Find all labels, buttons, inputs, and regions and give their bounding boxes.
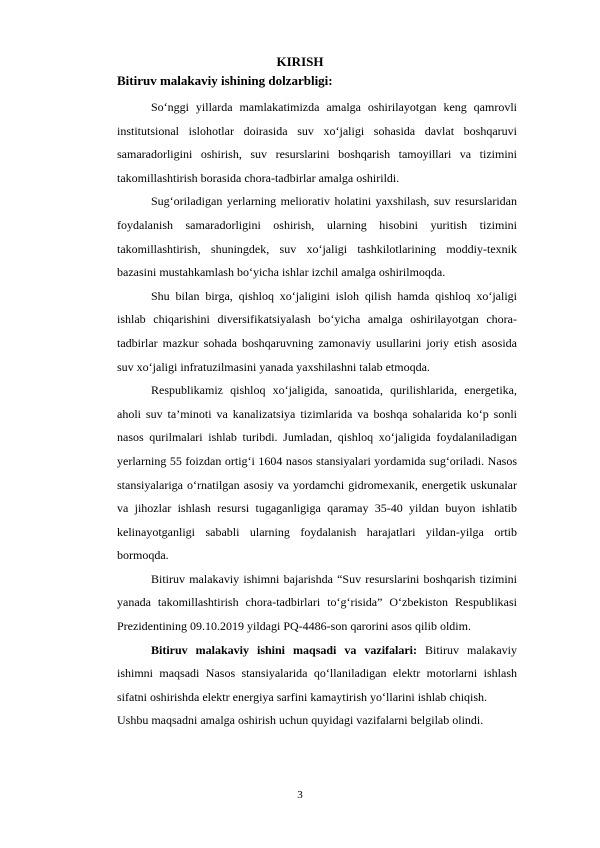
page-number: 3 <box>297 789 303 801</box>
paragraph: Respublikamiz qishloq xo‘jaligida, sanoatida, qurilishlarida, energetika, aholi suv ta’minoti va kanalizatsiya tizimlarida va boshqa sohalarida ko‘p sonli nasos qurilmalari ishlab turibdi. Jumladan, qishloq xo‘jaligida foydalaniladigan yerlarning 55 foizdan ortig‘i 1604 nasos stansiyalari yordamida sug‘oriladi. Nasos stansiyalariga o‘rnatilgan asosiy va yordamchi gidromexanik, energetik uskunalar va jihozlar ishlash resursi tugaganligiga qaramay 35-40 yildan buyon ishlatib kelinayotganligi sababli ularning foydalanish harajatlari yildan-yilga ortib bormoqda. <box>117 383 517 563</box>
body-text <box>117 96 517 733</box>
paragraph: Shu bilan birga, qishloq xo‘jaligini isloh qilish hamda qishloq xo‘jaligi ishlab chiqarishini diversifikatsiyalash bo‘yicha amalga oshirilayotgan chora-tadbirlar mazkur sohada boshqaruvning zamonaviy usullarini joriy etish asosida suv xo‘jaligi infratuzilmasini yanada yaxshilashni talab etmoqda. <box>117 288 517 374</box>
section-heading: KIRISH <box>276 54 324 69</box>
goals-text: Bitiruv malakaviy ishimni maqsadi Nasos stansiyalarida qo‘llaniladigan elektr motorlarni ishlash sifatni oshirishda elektr energiya sarfini kamaytirish yo‘llarini ishlab chiqish. <box>117 642 517 704</box>
goals-paragraph <box>117 639 517 710</box>
goals-label: Bitiruv malakaviy ishini maqsadi va vazifalari: <box>151 642 418 657</box>
closing-line: Ushbu maqsadni amalga oshirish uchun quyidagi vazifalarni belgilab olindi. <box>117 713 484 728</box>
subheading: Bitiruv malakaviy ishining dolzarbligi: <box>117 73 333 88</box>
paragraph: Bitiruv malakaviy ishimni bajarishda “Suv resurslarini boshqarish tizimini yanada takomillashtirish chora-tadbirlari to‘g‘risida” O‘zbekiston Respublikasi Prezidentining 09.10.2019 yildagi PQ-4486-son qarorini asos qilib oldim. <box>117 571 517 634</box>
paragraph: So‘nggi yillarda mamlakatimizda amalga oshirilayotgan keng qamrovli institutsional islohotlar doirasida suv xo‘jaligi sohasida davlat boshqaruvi samaradorligini oshirish, suv resurslarini boshqarish tamoyillari va tizimini takomillashtirish borasida chora-tadbirlar amalga oshirildi. <box>117 100 517 185</box>
paragraph: Sug‘oriladigan yerlarning meliorativ holatini yaxshilash, suv resurslaridan foydalanish samaradorligini oshirish, ularning hisobini yuritish tizimini takomillashtirish, shuningdek, suv xo‘jaligi tashkilotlarining moddiy-texnik bazasini mustahkamlash bo‘yicha ishlar izchil amalga oshirilmoqda. <box>117 194 517 280</box>
